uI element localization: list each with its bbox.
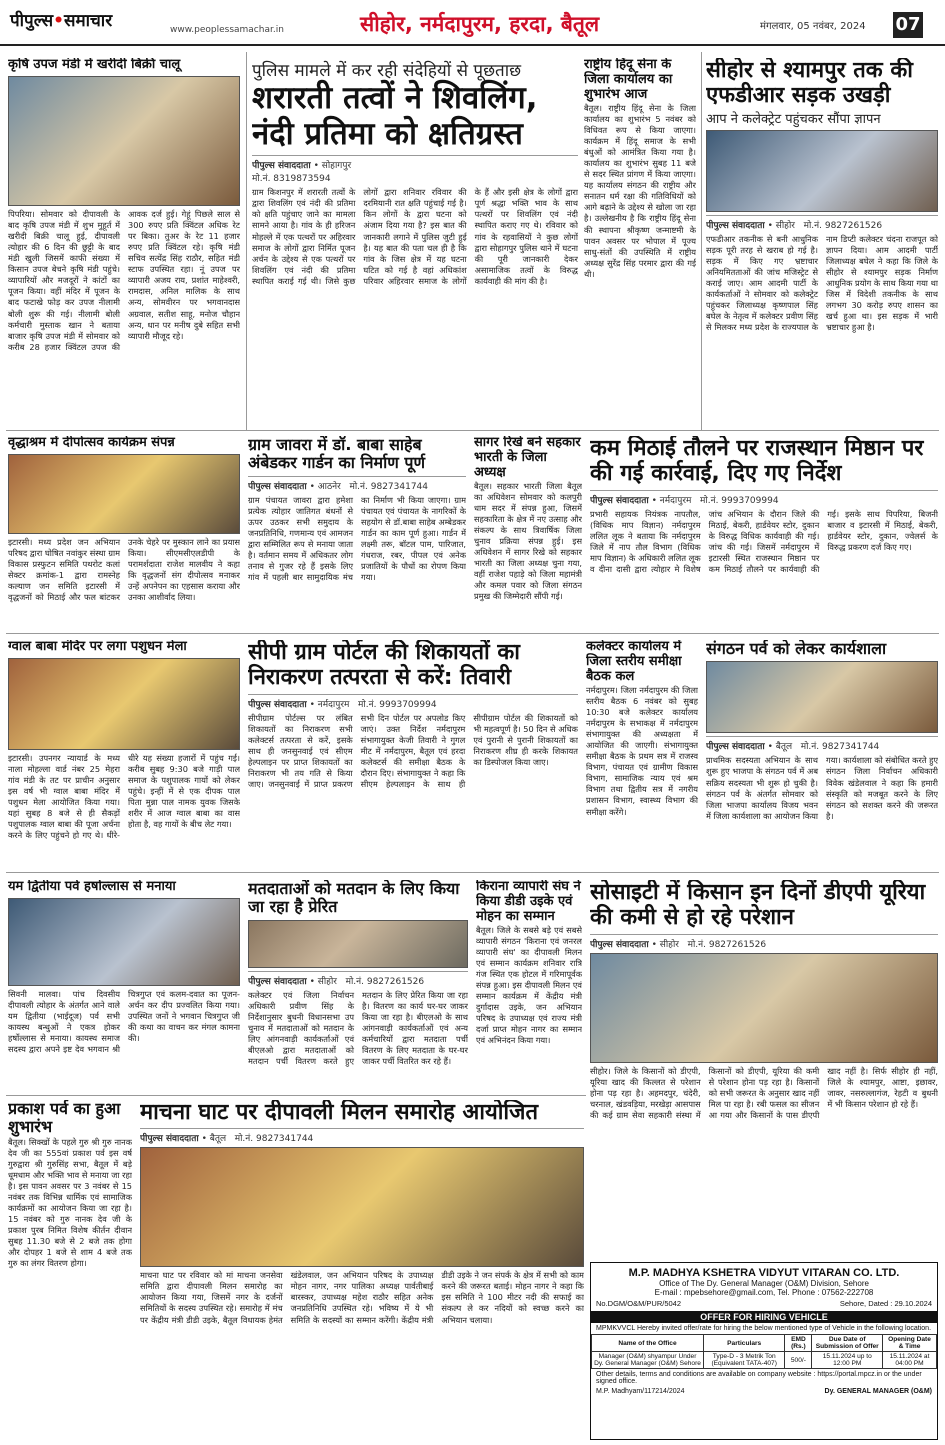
ad-footer-left: M.P. Madhyam/117214/2024 — [596, 1388, 685, 1395]
story-body: बैतूल। सिक्खों के पहले गुरु श्री गुरु नानक देव जी का 555वां प्रकाश पर्व इस वर्ष गुरुद्वारा श्री गुरुसिंह सभा, बैतूल में बड़े धूमधाम और भक्ति भाव से मनाया जा रहा है। इस पावन अवसर पर 3 नवंबर से 15 नवंबर तक विभिन्न धार्मिक एवं सामाजिक कार्यक्रमों का आयोजन किया जा रहा है। 15 नवंबर को गुरु नानक देव जी के प्रकाश पुरब निमित विशेष कीर्तन दीवान सुबह 11.30 बजे से 2 बजे तक होगा और दोपहर 1 बजे से शाम 4 बजे तक गुरु का लंगर वितरण होगा। — [8, 1136, 132, 1269]
ad-td: 500/- — [785, 1352, 812, 1369]
byline-tag: पीपुल्स संवाददाता — [248, 699, 307, 710]
story-matdata — [248, 880, 468, 1092]
ad-table — [591, 1334, 937, 1369]
ad-table-header — [592, 1335, 937, 1352]
story-body: माचना घाट पर रविवार को मां माचना जनसेवा समिति द्वारा दीपावली मिलन समारोह का आयोजन किया गया, जिसमें नगर के दर्जनों समितियों के सदस्य उपस्थित रहे। समारोह में मंच पर केंद्रीय मंत्री डीडी उइके, बैतूल विधायक हेमंत खंडेलवाल, जन अभियान परिषद के उपाध्यक्ष मोहन नागर, नगर पालिका अध्यक्ष पार्वतीबाई बारस्कर, उपाध्यक्ष महेश राठौर सहित अनेक जनप्रतिनिधि उपस्थित रहे। भविष्य में ये भी समिति के सदस्यों का सम्मान करेंगी। केंद्रीय मंत्री डीडी उइके ने जन संपर्क के क्षेत्र में सभी को काम करने की जरूरत बताई। मोहन नागर ने कहा कि इस समिति ने 100 मीटर नदी की सफाई का संकल्प ले कर नदियों को स्वच्छ करने का अभियान चलाया। — [140, 1270, 584, 1325]
story-ambedkar — [248, 436, 466, 630]
section-rule — [6, 633, 939, 634]
story-body: एफडीआर तकनीक से बनी आधुनिक सड़क पूरी तरह से खराब हो गई है। सड़क में किए गए भ्रष्टाचार अनियमितताओं की जांच मजिस्ट्रेट से कराई जाए। आम आदमी पार्टी के कार्यकर्ताओं ने सोमवार को कलेक्ट्रेट पहुंचकर जिलाध्यक्ष कृष्णपाल सिंह बघेल के नेतृत्व में कलेक्टर प्रवीण सिंह से मिलकर मध्य प्रदेश के राज्यपाल के नाम डिप्टी कलेक्टर चंदना राजपूत को ज्ञापन दिया। आम आदमी पार्टी जिलाध्यक्ष बघेल ने कहा कि जिले के सीहोर से श्यामपुर सड़क निर्माण आधुनिक प्रयोग के साथ किया गया था जिस में विदेशी तकनीक के साथ लगभग 30 करोड़ रुपए शासन का खर्च हुआ था। इस सड़क में भारी भ्रष्टाचार हुआ है। — [706, 233, 938, 333]
story-body: बैतूल। राष्ट्रीय हिंदू सेना के जिला कार्यालय का शुभारंभ 5 नवंबर को विधिवत रूप से किया जाएगा। कार्यक्रम में हिंदू समाज के सभी बंधुओं को आमंत्रित किया गया है। कार्यालय का शुभारंभ सुबह 11 बजे से सदर स्थित प्रांगण में किया जाएगा। यह कार्यालय संगठन की राष्ट्रीय और सनातन धर्म रक्षा की गतिविधियों को आगे बढ़ाने के उद्देश्य से खोला जा रहा है। उल्लेखनीय है कि राष्ट्रीय हिंदू सेना की स्थापना श्रीकृष्ण जन्माष्टमी के पावन अवसर पर भोपाल में पूज्य साधु-संतों की उपस्थिति में राष्ट्रीय अध्यक्ष सुरेंद्र सिंह परमार द्वारा की गई थी। — [584, 102, 696, 279]
phone: मो.नं. 9827261526 — [803, 220, 883, 231]
story-photo — [590, 953, 938, 1063]
story-krishi — [8, 58, 240, 426]
ad-footer — [591, 1387, 937, 1396]
story-body: बैतूल। सहकार भारती जिला बैतूल का अधिवेशन सोमवार को कलपुरी धाम सदर में संपन्न हुआ, जिसमें सहकारिता के क्षेत्र में नए उत्साह और संकल्प के साथ त्रिवार्षिक जिला चुनाव प्रक्रिया संपन्न हुई। इस अधिवेशन में सागर रिखे को सहकार भारती का जिला अध्यक्ष चुना गया, वहीं राजेश पहाड़े को जिला महामंत्री और कमल पवार को जिला संगठन प्रमुख की जिम्मेदारी सौंपी गई। — [474, 480, 582, 602]
headline: कलेक्टर कार्यालय में जिला स्तरीय समीक्षा बैठक कल — [586, 640, 682, 684]
ad-intro: MPMKVVCL Hereby invited offer/rate for hiring the below mentioned type of Vehicle in the following location. — [596, 1325, 932, 1332]
story-shivling — [252, 58, 578, 426]
website-link[interactable]: www.peoplessamachar.in — [170, 25, 284, 35]
byline-tag: पीपुल्स संवाददाता — [706, 742, 765, 753]
headline: किराना व्यापारी संघ ने किया डीडी उइके एवं मोहन का सम्मान — [476, 880, 581, 924]
byline: पीपुल्स संवाददाता • सोहागपुर मो.नं. 8319873594 — [252, 155, 578, 184]
byline: पीपुल्स संवाददाता • बैतूल मो.नं. 9827341744 — [706, 736, 938, 752]
ad-td: 15.11.2024 up to 12:00 PM — [812, 1352, 883, 1369]
byline-place: सीहोर — [775, 220, 795, 231]
story-gwal-baba — [8, 640, 240, 868]
byline-place: बैतूल — [209, 1134, 227, 1145]
ad-th: Name of the Office — [592, 1335, 704, 1352]
phone: मो.नं. 9827261526 — [345, 976, 425, 987]
logo-main: पीपुल्स — [10, 11, 54, 31]
logo-separator: • — [53, 11, 64, 31]
story-body: ग्राम किशनपुर में शरारती तत्वों के द्वारा शिवलिंग एवं नंदी की प्रतिमा को क्षति पहुंचाए जाने का मामला सामने आया है। गांव के ही हरिजन मोहल्ले में एक पत्थरों पर अहिरवार समाज के लोगों द्वारा निर्मित पूजन अर्चन के उद्देश्य से एक पत्थरों पर शिवलिंग एवं नंदी की प्रतिमा स्थापित कराई गई थी। जिसे कुछ लोगों द्वारा शनिवार रविवार की दरमियानी रात क्षति पहुंचाई गई है। किन लोगों के द्वारा घटना को अंजाम दिया गया है? इस बात की जानकारी लगाने में पुलिस जुटी हुई है। यह बात की पता चल ही है कि गांव के जिस क्षेत्र में यह घटना घटित को गई है वहां अधिकांश परिवार अहिरवार समाज के लोगों के हैं और इसी क्षेत्र के लोगों द्वारा पूर्ण श्रद्धा भक्ति भाव के साथ पत्थरों पर शिवलिंग एवं नंदी स्थापित कराए गए थे। रविवार को गांव के रहवासियों ने कुछ लोगों द्वारा सोहागपुर पुलिस थाने में घटना की पूरी जानकारी देकर असामाजिक तत्वों के विरुद्ध कार्यवाही की मांग की है। — [252, 187, 578, 286]
ad-company: M.P. MADHYA KSHETRA VIDYUT VITARAN CO. LTD. — [628, 1267, 900, 1279]
page-number: 07 — [893, 12, 923, 38]
section-rule — [6, 430, 939, 431]
ad-td: Type-D - 3 Metrik Ton (Equivalent TATA-407) — [704, 1352, 785, 1369]
headline: माचना घाट पर दीपावली मिलन समारोह आयोजित — [140, 1100, 538, 1125]
story-fdr-road — [706, 58, 938, 426]
byline: पीपुल्स संवाददाता • बैतूल मो.नं. 9827341744 — [140, 1128, 584, 1144]
byline-place: सीहोर — [317, 976, 337, 987]
story-photo — [8, 898, 240, 986]
story-sangathan — [706, 640, 938, 868]
story-body: पिपरिया। सोमवार को दीपावली के बाद कृषि उपज मंडी में शुभ मुहूर्त में खरीदी बिक्री चालू हुई, दीपावली त्योहार की 6 दिन की छुट्टी के बाद मंडी खुली जिसमें काफी संख्या में किसान उपज बेचने कृषि मंडी पहुंचे। व्यापारियों और मजदूरों ने कांटों का पूजन किया। वहीं मंदिर में पूजन के बाद फटाखे फोड़ कर उपज नीलामी बोली शुरू की गई। नीलामी बोली कर्मचारी मुस्ताक खान ने बताया बाजार कृषि उपज मंडी में सोमवार को करीब 28 हजार क्विंटल उपज की आवक दर्ज हुई। गेहूं पिछले साल से 300 रुपए प्रति क्विंटल अधिक रेट पर बिका। तुअर के रेट 11 हजार रुपए प्रति क्विंटल रहे। कृषि मंडी सचिव सत्येंद्र सिंह राठौर, सहित मंडी स्टाफ उपस्थित रहा। नूं उपज पर व्यापारी अजय राय, प्रशांत माहेश्वरी, रामदास, अनिल मालिक के साथ अन्य, सोमवीरन पर भगवानदास अग्रवाल, सतीश साहू, मनोज चौहान अन्य, धान पर मनीष दुबे सहित सभी व्यापारी मौजूद रहे। — [8, 208, 240, 352]
story-kirana — [476, 880, 582, 1092]
phone: मो.नं. 8319873594 — [252, 174, 331, 185]
byline-place: आठनेर — [317, 481, 341, 492]
ad-ref-date: Sehore, Dated : 29.10.2024 — [839, 1299, 932, 1308]
story-yam-dwitiya — [8, 880, 240, 1092]
ad-th: EMD (Rs.) — [785, 1335, 812, 1352]
byline-tag: पीपुल्स संवाददाता — [590, 939, 649, 950]
story-photo — [8, 658, 240, 750]
story-vridh — [8, 436, 240, 630]
headline: मतदाताओं को मतदान के लिए किया जा रहा है प्रेरित — [248, 880, 460, 917]
story-body: नर्मदापुरम। जिला नर्मदापुरम की जिला स्तरीय बैठक 6 नवंबर को सुबह 10:30 बजे कलेक्टर कार्यालय नर्मदापुरम के सभाकक्ष में नर्मदापुरम संभागायुक्त की अध्यक्षता में आयोजित की जाएगी। संभागायुक्त समीक्षा बैठक के प्रथम सत्र में राजस्व विभाग, पंचायत एवं ग्रामीण विकास विभाग, सामाजिक न्याय एवं श्रम विभाग तथा द्वितीय सत्र में नगरीय प्रशासन विभाग, स्वास्थ्य विभाग की समीक्षा करेंगे। — [586, 684, 698, 817]
ad-th: Due Date of Submission of Offer — [812, 1335, 883, 1352]
logo-second: समाचार — [63, 11, 113, 31]
story-prakash-parv — [8, 1100, 132, 1440]
story-cp-gram-portal — [248, 640, 578, 868]
story-body: कलेक्टर एवं जिला निर्वाचन अधिकारी प्रवीण सिंह के निर्देशानुसार बुधनी विधानसभा उप चुनाव में मतदाताओं को मतदान के लिए आंगनवाड़ी कार्यकर्ताओं एवं बीएलओ द्वारा मतदाताओं को मतदान पर्ची वितरण करते हुए मतदान के लिए प्रेरित किया जा रहा है। वितरण का कार्य घर-घर जाकर किया जा रहा है। बीएलओ के साथ आंगनवाड़ी कार्यकर्ताओं एवं अन्य कर्मचारियों द्वारा मतदाता पर्ची वितरण के लिए मतदाता के घर-घर जाकर पर्ची वितरित कर रहे हैं। — [248, 989, 468, 1067]
story-machna-ghat — [140, 1100, 584, 1440]
headline: सीहोर से श्यामपुर तक की एफडीआर सड़क उखड़ी — [706, 58, 913, 109]
byline: पीपुल्स संवाददाता • नर्मदापुरम मो.नं. 9993709994 — [248, 694, 578, 710]
story-body: इटारसी। उपनगर न्यायार्ड के मध्य नाला मोहल्ला वार्ड नंबर 25 मेहरा गांव मंडी के तट पर प्राचीन अनुसार इस वर्ष भी ग्वाल बाबा मंदिर में पशुधन मेला आयोजित किया गया। यहां सुबह 8 बजे से ही सैकड़ों पशुपालक ग्वाल बाबा की पूजा अर्चना करने के लिए पहुंचने हो गए थे। धीरे-धीरे यह संख्या हजारों में पहुंच गई। करीब सुबह 9:30 बजे गाड़ी पाल समाज के पशुपालक गायों को लेकर पहुंचे। इन्हीं में से एक दीपक पाल पिता मुन्ना पाल नामक युवक जिसके शरीर में आज ग्वाल बाबा का वास होता है, वह गायों के बीच लेट गया। — [8, 752, 240, 841]
ad-table-row — [592, 1352, 937, 1369]
tender-advertisement — [590, 1262, 938, 1440]
phone: मो.नं. 9993709994 — [700, 495, 779, 506]
byline-tag: पीपुल्स संवाददाता — [252, 161, 311, 172]
headline: कृषि उपज मंडी में खरीदी बिक्री चालू — [8, 58, 181, 72]
ad-th: Opening Date & Time — [883, 1335, 937, 1352]
story-body: सीपीग्राम पोर्टल्स पर लंबित शिकायतों का निराकरण सभी कलेक्टर्स तत्परता से करें, इसके साथ ही जनसुनवाई एवं सीएम हेल्पलाइन पर प्राप्त शिकायतों का निराकरण भी तय गति से किया जाए। जनसुनवाई में प्राप्त प्रकरण सभी दिन पोर्टल पर अपलोड किए जाएं। उक्त निर्देश नर्मदापुरम संभागायुक्त केजी तिवारी ने गुगल मीट में नर्मदापुरम, बैतूल एवं हरदा कलेक्टर्स की समीक्षा बैठक के दौरान दिए। संभागायुक्त ने कहा कि सीएम हेल्पलाइन के साथ ही सीपीग्राम पोर्टल की शिकायतों को भी महत्वपूर्ण है। 50 दिन से अधिक एवं पुरानी से पुरानी शिकायतों का निराकरण शीघ्र ही करके शिकायत का डिस्पोजल किया जाए। — [248, 712, 578, 789]
ad-td: 15.11.2024 at 04:00 PM — [883, 1352, 937, 1369]
masthead — [0, 0, 945, 46]
headline: संगठन पर्व को लेकर कार्यशाला — [706, 640, 887, 658]
ad-ref-row — [591, 1299, 937, 1308]
headline: सीपी ग्राम पोर्टल की शिकायतों का निराकरण तत्परता से करें: तिवारी — [248, 640, 520, 691]
section-rule — [6, 1095, 586, 1096]
story-body: प्राथमिक सदस्यता अभियान के साथ शुरू हुए भाजपा के संगठन पर्व में अब सक्रिय सदस्यता भी शुरू हो चुकी है। संगठन पर्व के अंतर्गत सोमवार को जिला भाजपा कार्यालय विजय भवन में जिला कार्यशाला का आयोजन किया गया। कार्यशाला को संबोधित करते हुए संगठन जिला निर्वाचन अधिकारी विवेक खंडेलवाल ने कहा कि हमारी संस्कृति को मजबूत करने के लिए संगठन को सशक्त करने की जरूरत है। — [706, 755, 938, 821]
ad-offer-title: OFFER FOR HIRING VEHICLE — [591, 1311, 937, 1323]
phone: मो.नं. 9827261526 — [687, 939, 767, 950]
headline: ग्राम जावरा में डॉ. बाबा साहेब अंबेडकर गार्डन का निर्माण पूर्ण — [248, 436, 426, 473]
headline: वृद्धाश्रम में दीपोत्सव कार्यक्रम संपन्न — [8, 436, 175, 450]
ad-ref-no: No.DGM/O&M/PUR/5042 — [596, 1299, 682, 1308]
story-photo — [248, 920, 468, 968]
byline-tag: पीपुल्स संवाददाता — [248, 976, 307, 987]
headline: प्रकाश पर्व का हुआ शुभारंभ — [8, 1100, 121, 1137]
column-rule — [246, 52, 247, 430]
headline: ग्वाल बाबा मंदिर पर लगा पशुधन मेला — [8, 640, 187, 654]
ad-contact: E-mail : mpebsehore@gmail.com, Tel. Phone : 07562-222708 — [654, 1288, 874, 1297]
ad-other-details: Other details, terms and conditions are available on company website : https://portal.mpcz.in or the under signed office. — [596, 1371, 922, 1385]
headline: कम मिठाई तौलने पर राजस्थान मिष्ठान पर की गई कार्रवाई, दिए गए निर्देश — [590, 436, 924, 487]
story-society-dap — [590, 880, 938, 1258]
story-photo — [140, 1147, 584, 1267]
byline-place: नर्मदापुरम — [317, 699, 350, 710]
byline-tag: पीपुल्स संवाददाता — [590, 495, 649, 506]
phone: मो.नं. 9827341744 — [349, 481, 429, 492]
byline-place: सोहागपुर — [321, 161, 352, 172]
story-sahkar — [474, 436, 582, 630]
story-body: इटारसी। मध्य प्रदेश जन अभियान परिषद द्वारा घोषित नवांकुर संस्था ग्राम विकास प्रस्फुटन समिति पथरोट कलां सेक्टर क्रमांक-1 द्वारा रामस्नेह कल्याण जन समिति इटारसी में वृद्धजनों को मिठाई और फल बांटकर उनके चेहरे पर मुस्कान लाने का प्रयास किया। सीएमसीएलडीपी के परामर्शदाता राजेश मालवीय ने कहा कि वृद्धजनों संग दीपोत्सव मनाकर उन्हें अपनेपन का एहसास कराया और उनका आशीर्वाद लिया। — [8, 536, 240, 603]
ad-td: Manager (O&M) shyampur Under Dy. General Manager (O&M) Sehore — [592, 1352, 704, 1369]
kicker: पुलिस मामले में कर रही संदेहियों से पूछताछ — [252, 61, 522, 81]
story-photo — [8, 454, 240, 534]
issue-date: मंगलवार, 05 नवंबर, 2024 — [760, 21, 866, 32]
byline: पीपुल्स संवाददाता • सीहोर मो.नं. 9827261526 — [590, 934, 938, 950]
newspaper-logo — [10, 8, 112, 31]
region-title: सीहोर, नर्मदापुरम, हरदा, बैतूल — [360, 12, 600, 36]
byline: पीपुल्स संवाददाता • सीहोर मो.नं. 9827261526 — [248, 971, 468, 987]
story-mithai — [590, 436, 938, 630]
ad-footer-right: Dy. GENERAL MANAGER (O&M) — [824, 1388, 932, 1395]
phone: मो.नं. 9827341744 — [234, 1134, 314, 1145]
byline-place: नर्मदापुरम — [659, 495, 692, 506]
section-rule — [6, 872, 939, 873]
story-body: सिवनी मालवा। पांच दिवसीय दीपावली त्योहार के अंतर्गत आने वाले यम द्वितीया (भाईदूज) पर्व सभी कायस्थ बन्धुओं ने एकत्र होकर हर्षोल्लास से मनाया। कायस्थ समाज सदस्य द्वारा अपने इष्ट देव भगवान श्री चित्रगुप्त एवं कलम-दवात का पूजन-अर्चन कर दीप प्रज्वलित किया गया। उपस्थित जनों ने भगवान चित्रगुप्त जी की कथा का वाचन कर मंगल कामना की। — [8, 988, 240, 1055]
byline-tag: पीपुल्स संवाददाता — [140, 1134, 199, 1145]
headline: सोसाइटी में किसान इन दिनों डीएपी यूरिया की कमी से हो रहे परेशान — [590, 880, 926, 931]
kicker: आप ने कलेक्ट्रेट पहुंचकर सौंपा ज्ञापन — [706, 111, 881, 127]
byline-place: बैतूल — [775, 742, 793, 753]
story-body: सीहोर। जिले के किसानों को डीएपी, यूरिया खाद की किल्लत से परेशान होना पड़ रहा है। अहमदपुर, चंदेरी, चरनाल, खंडवड़िया, मरखेड़ा आसपास की कई ग्राम सेवा सहकारी संस्था में किसानों को डीएपी, यूरिया की कमी से परेशान होना पड़ रहा है। किसानों को सभी जरूरत के अनुसार खाद नहीं मिल पा रहा है। रबी फसल का सीजन आ गया और किसानों के पास डीएपी खाद नहीं है। सिर्फ सीहोर ही नहीं, जिले के श्यामपुर, आष्टा, इछावर, जावर, नसरुल्लागंज, रेहटी व बुधनी में भी किसान परेशान हो रहे हैं। — [590, 1065, 938, 1120]
byline-place: सीहोर — [659, 939, 679, 950]
story-body: बैतूल। जिले के सबसे बड़े एवं सबसे व्यापारी संगठन 'किराना एवं जनरल व्यापारी संघ' का दीपावली मिलन एवं सम्मान कार्यक्रम शनिवार रात्रि गंज स्थित एक होटल में गरिमापूर्वक संपन्न हुआ। इस दीपावली मिलन एवं सम्मान कार्यक्रम में केंद्रीय मंत्री दुर्गादास उइके, जन अभियान परिषद के उपाध्यक्ष एवं राज्य मंत्री दर्जा प्राप्त मोहन नागर का सम्मान एवं अभिनंदन किया गया। — [476, 924, 582, 1046]
byline-tag: पीपुल्स संवाददाता — [706, 220, 765, 231]
byline: पीपुल्स संवाददाता • सीहोर मो.नं. 9827261526 — [706, 215, 938, 231]
column-rule — [701, 52, 702, 430]
story-kalektor — [586, 640, 698, 868]
story-body: प्रभारी सहायक नियंत्रक नापतौल, (विधिक माप विज्ञान) नर्मदापुरम ललित लूक ने बताया कि नर्मदापुरम जिले में नाप तौल विभाग (विधिक माप विज्ञान) के अधिकारी ललित लूक व दीना दासी द्वारा त्योहार मे विशेष जांच अभियान के दौरान जिले की मिठाई, बेकरी, हार्डवेयर स्टोर, दुकान के विरुद्ध विधिक कार्यवाही की गई। जांच की गई। जिसमें नर्मदापुरम में इटारसी स्थित राजस्थान मिष्ठान पर कम मिठाई तौलने पर कार्यवाही की गई। इसके साथ पिपरिया, बिजनी बाजार व इटारसी में मिठाई, बेकरी, हार्डवेयर स्टोर, दुकान, ज्वेलर्स के विरुद्ध प्रकरण दर्ज किए गए। — [590, 508, 938, 574]
byline: पीपुल्स संवाददाता • नर्मदापुरम मो.नं. 9993709994 — [590, 490, 938, 506]
headline: सागर रिखे बने सहकार भारती के जिला अध्यक्ष — [474, 436, 581, 480]
ad-th: Particulars — [704, 1335, 785, 1352]
phone: मो.नं. 9993709994 — [358, 699, 437, 710]
ad-office: Office of The Dy. General Manager (O&M) Division, Sehore — [659, 1279, 869, 1288]
headline: यम द्वितीया पर्व हर्षोल्लास से मनाया — [8, 880, 176, 894]
headline: राष्ट्रीय हिंदू सेना के जिला कार्यालय का शुभारंभ आज — [584, 58, 673, 102]
headline: शरारती तत्वों ने शिवलिंग, नंदी प्रतिमा को क्षतिग्रस्त — [252, 80, 538, 152]
story-photo — [706, 661, 938, 733]
phone: मो.नं. 9827341744 — [800, 742, 880, 753]
story-photo — [8, 76, 240, 206]
byline: पीपुल्स संवाददाता • आठनेर मो.नं. 9827341744 — [248, 476, 466, 492]
story-body: ग्राम पंचायत जावरा द्वारा हमेशा प्रत्येक त्योहार जातिगत बंधनों से ऊपर उठकर सभी समुदाय के जनप्रतिनिधि, गणमान्य एवं आमजन द्वारा सम्मिलित रूप से मनाया जाता है। वर्तमान समय में अधिकतर लोग तनाव से गुजर रहे हैं इसके लिए गांव में पहली बार सामुदायिक मंच का निर्माण भी किया जाएगा। ग्राम पंचायत एवं पंचायत के नागरिकों के सहयोग से डॉ.बाबा साहेब अम्बेडकर गार्डन का काम पूर्ण हुआ। गार्डन में लक्ष्मी तरू, बॉटल पाम, पारिजात, गंधराज, रबर, पीपल एवं अनेक प्रजातियों के पौधों का रोपण किया गया। — [248, 494, 466, 583]
story-hindu-sena — [584, 58, 696, 426]
byline-tag: पीपुल्स संवाददाता — [248, 481, 307, 492]
story-photo — [706, 130, 938, 212]
